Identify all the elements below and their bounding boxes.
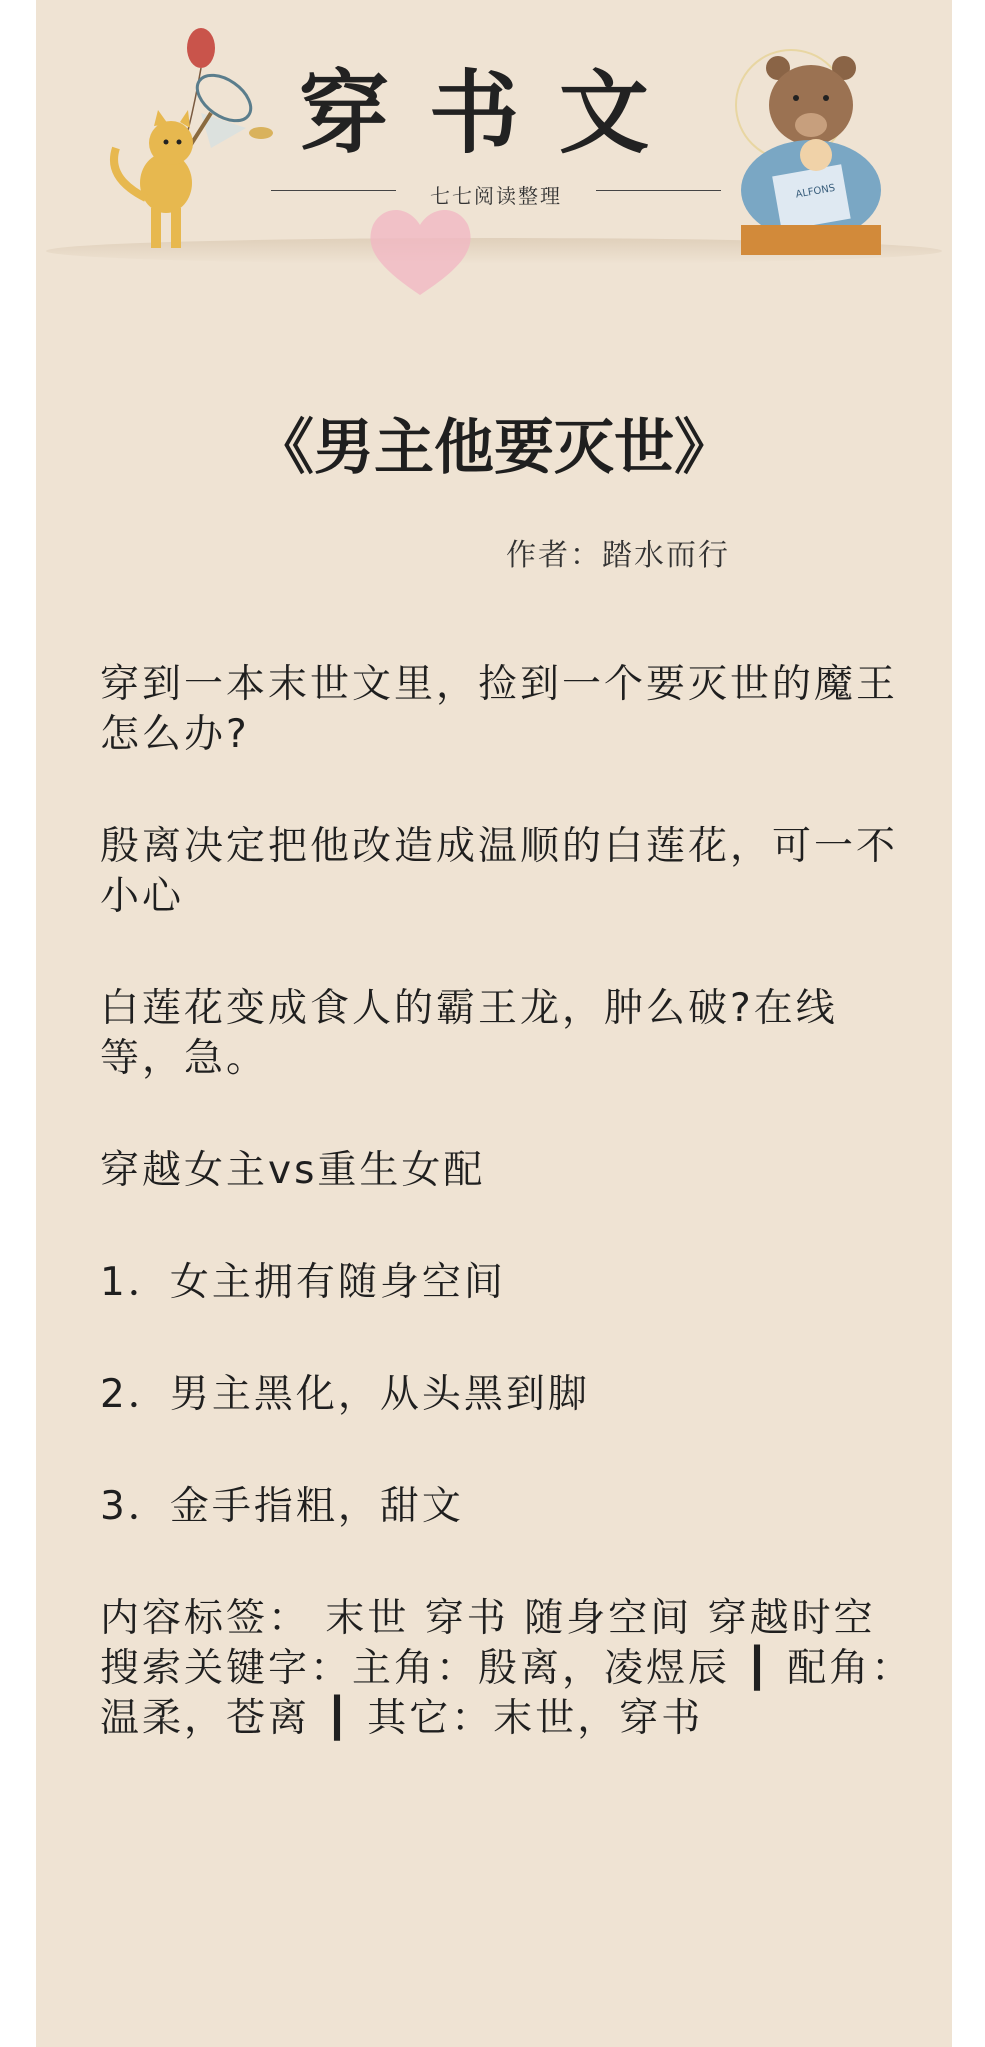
feature-item-2: 2．男主黑化，从头黑到脚 <box>100 1372 590 1417</box>
search-keywords: 搜索关键字：主角：殷离，凌煜辰 ┃ 配角：温柔，苍离 ┃ 其它：末世，穿书 <box>100 1646 914 1741</box>
book-summary <box>100 660 920 1744</box>
divider-left <box>271 190 396 191</box>
svg-text:ALFONS: ALFONS <box>794 182 837 201</box>
summary-paragraph-4: 穿越女主vs重生女配 <box>100 1148 486 1193</box>
summary-paragraph-3: 白莲花变成食人的霸王龙，肿么破?在线等，急。 <box>100 986 838 1081</box>
header-subtitle-row <box>271 180 721 208</box>
feature-item-1: 1．女主拥有随身空间 <box>100 1260 506 1305</box>
book-title: 《男主他要灭世》 <box>254 413 734 483</box>
feature-item-3: 3．金手指粗，甜文 <box>100 1484 464 1529</box>
content-tags: 内容标签： 末世 穿书 随身空间 穿越时空 <box>100 1596 876 1641</box>
page-card <box>36 0 952 2047</box>
summary-paragraph-1: 穿到一本末世文里，捡到一个要灭世的魔王怎么办? <box>100 662 899 757</box>
header-title: 穿书文 <box>299 60 689 166</box>
book-author: 作者：踏水而行 <box>506 538 730 573</box>
header-subtitle: 七七阅读整理 <box>430 184 562 208</box>
tags-block <box>100 1594 920 1744</box>
summary-paragraph-2: 殷离决定把他改造成温顺的白莲花，可一不小心 <box>100 824 899 919</box>
divider-right <box>596 190 721 191</box>
heart-icon <box>363 200 478 300</box>
